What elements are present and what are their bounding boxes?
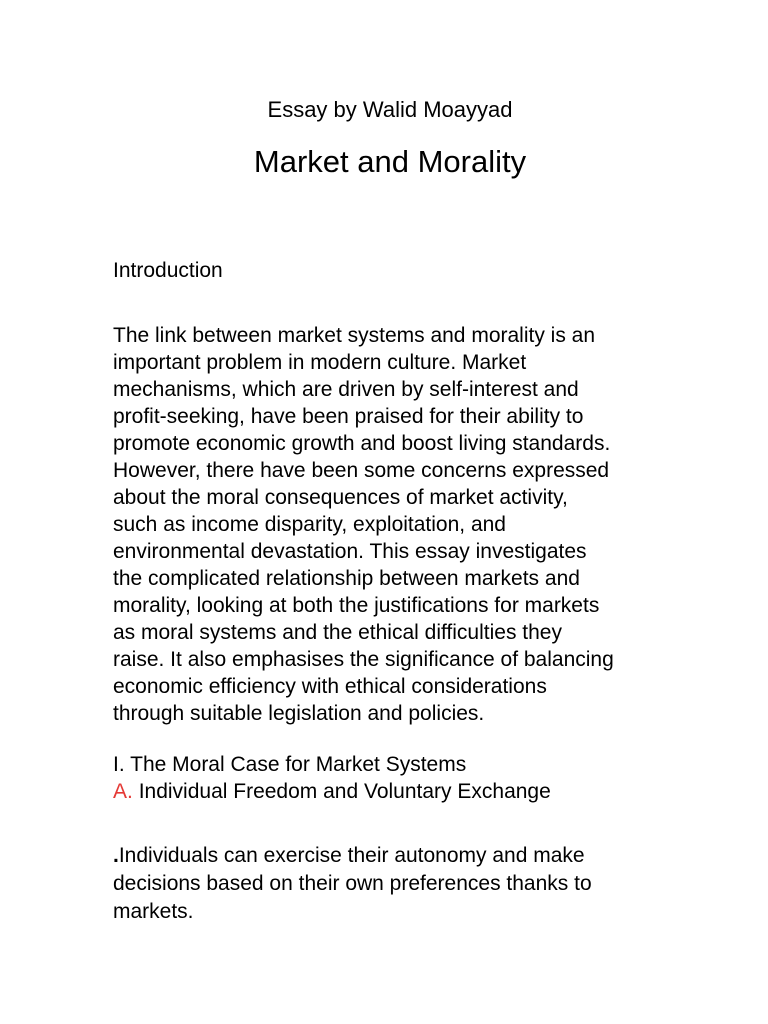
subsection-marker: A.	[113, 780, 133, 803]
body-line-text: Individuals can exercise their autonomy and make	[118, 844, 585, 867]
intro-line: promote economic growth and boost living standards.	[113, 432, 611, 455]
intro-line: as moral systems and the ethical difficulties they	[113, 621, 562, 644]
essay-byline: Essay by Walid Moayyad	[267, 97, 513, 122]
intro-line: profit-seeking, have been praised for their ability to	[113, 405, 584, 428]
bullet-dot: .	[113, 844, 119, 867]
section-heading: I. The Moral Case for Market Systems	[113, 753, 467, 776]
intro-line: important problem in modern culture. Market	[113, 351, 527, 374]
body-line: markets.	[113, 900, 194, 923]
intro-line: The link between market systems and morality is an	[113, 324, 596, 347]
intro-line: mechanisms, which are driven by self-interest and	[113, 378, 579, 401]
intro-line: such as income disparity, exploitation, and	[113, 513, 506, 536]
intro-line: morality, looking at both the justifications for markets	[113, 594, 600, 617]
body-line	[113, 842, 673, 870]
intro-paragraph	[113, 322, 658, 727]
intro-line: raise. It also emphasises the significance of balancing	[113, 648, 614, 671]
intro-line: about the moral consequences of market activity,	[113, 486, 568, 509]
subsection-heading	[113, 778, 551, 805]
body-line: decisions based on their own preferences thanks to	[113, 872, 592, 895]
intro-line: the complicated relationship between markets and	[113, 567, 580, 590]
intro-line: economic efficiency with ethical considerations	[113, 675, 547, 698]
intro-line: However, there have been some concerns expressed	[113, 459, 610, 482]
intro-heading: Introduction	[113, 259, 223, 282]
intro-line: through suitable legislation and policies.	[113, 702, 485, 725]
intro-line: environmental devastation. This essay investigates	[113, 540, 587, 563]
essay-title: Market and Morality	[253, 144, 527, 179]
subsection-title: Individual Freedom and Voluntary Exchange	[138, 780, 551, 803]
body-paragraph	[113, 842, 673, 926]
